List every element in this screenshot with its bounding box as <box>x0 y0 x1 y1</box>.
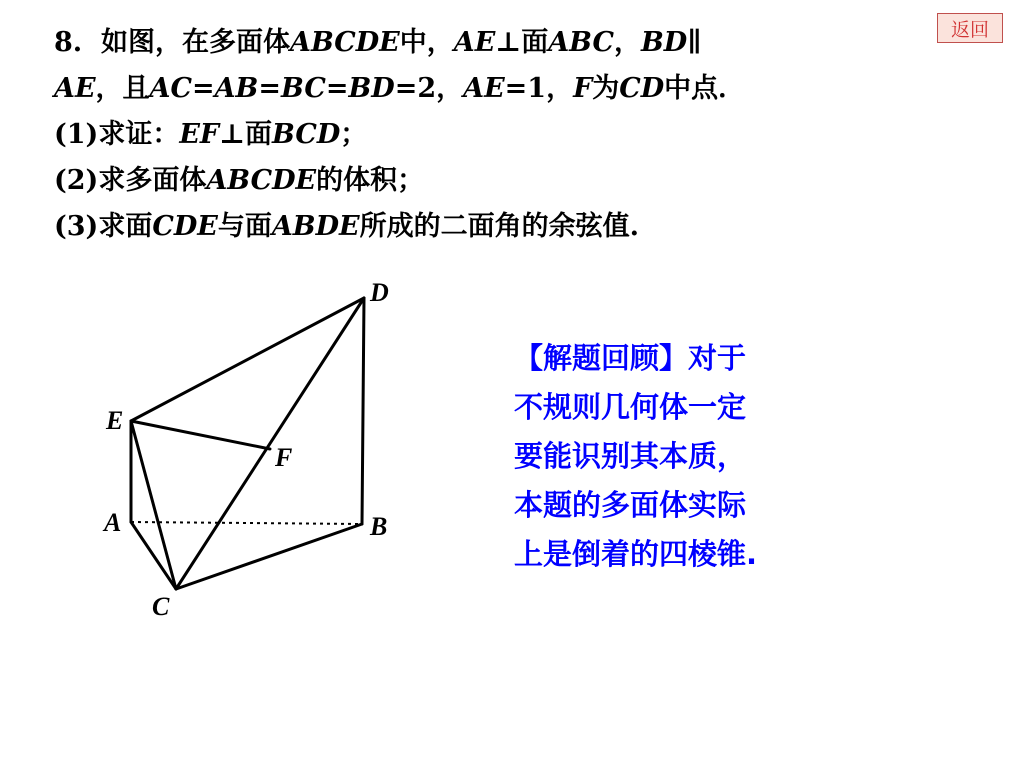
segment-cd: CD <box>619 73 665 104</box>
plane-cde: CDE <box>152 211 218 242</box>
hint-line: 本题的多面体实际 <box>514 488 747 522</box>
plane-abde: ABDE <box>271 211 360 242</box>
vertex-label-d: D <box>370 278 389 307</box>
vertex-label-f: F <box>275 443 293 472</box>
segment-ac: AC <box>149 73 192 104</box>
edge-ec <box>131 421 176 589</box>
question-prefix: (2)求多面体 <box>54 165 207 196</box>
question-prefix: (3)求面 <box>54 211 153 242</box>
text: 中， <box>399 27 454 58</box>
vertex-label-b: B <box>370 512 388 541</box>
edge-ed <box>131 298 364 421</box>
edge-cb <box>176 524 362 589</box>
text: ； <box>340 119 368 150</box>
polyhedron-name: ABCDE <box>290 27 400 58</box>
text: = <box>191 73 215 104</box>
text: =2， <box>394 73 464 104</box>
vertex-label-e: E <box>106 406 124 435</box>
edge-ef <box>131 421 270 449</box>
text: 中点． <box>664 73 746 104</box>
parallel-symbol: ∥ <box>687 27 702 58</box>
point-f: F <box>573 73 593 104</box>
edge-dc <box>176 298 364 589</box>
edge-ab-hidden <box>131 522 362 524</box>
edge-db <box>362 298 364 524</box>
segment-bc: BC <box>281 73 326 104</box>
text: ， <box>613 27 641 58</box>
text: 与面 <box>217 211 272 242</box>
text: =1， <box>504 73 574 104</box>
plane-bcd: BCD <box>272 119 341 150</box>
segment-ae: AE <box>463 73 505 104</box>
hint-line: 【解题回顾】对于 <box>514 341 747 375</box>
edge-ac <box>131 522 176 589</box>
solution-hint <box>514 334 854 579</box>
hint-line: 要能识别其本质， <box>514 439 747 473</box>
text: 为 <box>592 73 620 104</box>
text: 如图，在多面体 <box>101 27 290 58</box>
text: ，且 <box>95 73 150 104</box>
polyhedron-name: ABCDE <box>206 165 317 196</box>
segment-ae: AE <box>453 27 496 58</box>
problem-number: 8. <box>54 27 83 58</box>
vertex-label-c: C <box>152 592 170 621</box>
hint-line: 不规则几何体一定 <box>514 390 747 424</box>
text: = <box>325 73 349 104</box>
text: 的体积； <box>316 165 425 196</box>
vertex-label-a: A <box>104 508 122 537</box>
text: 所成的二面角的余弦值. <box>359 211 639 242</box>
plane-abc: ABC <box>548 27 614 58</box>
segment-ae: AE <box>54 73 96 104</box>
segment-ef: EF <box>179 119 220 150</box>
segment-bd: BD <box>640 27 688 58</box>
question-prefix: (1)求证： <box>54 119 180 150</box>
text: = <box>258 73 282 104</box>
text: ⊥面 <box>495 27 549 58</box>
segment-bd: BD <box>348 73 395 104</box>
segment-ab: AB <box>214 73 259 104</box>
hint-line: 上是倒着的四棱锥. <box>514 537 758 571</box>
text: ⊥面 <box>219 119 273 150</box>
back-button[interactable]: 返回 <box>937 13 1003 43</box>
